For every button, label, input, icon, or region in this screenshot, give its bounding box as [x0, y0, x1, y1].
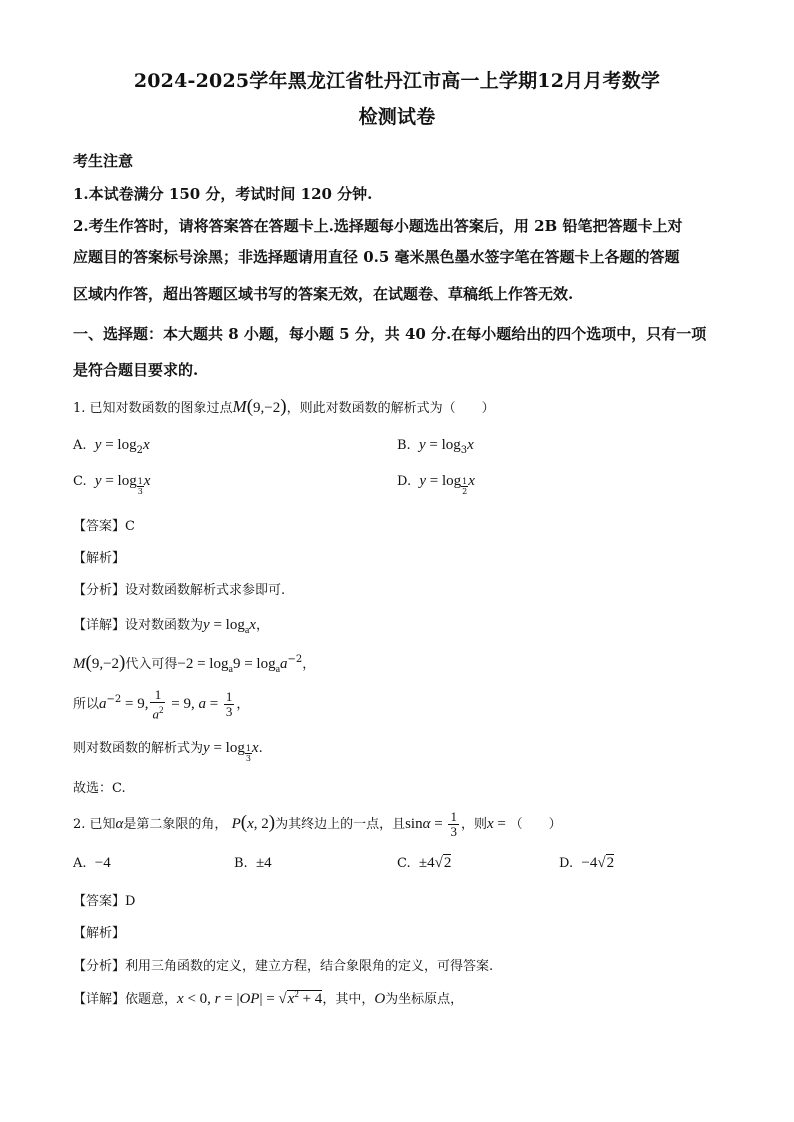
question-2-option-a: A. −4	[73, 855, 111, 871]
section-heading-line2: 是符合题目要求的.	[73, 361, 199, 379]
question-1-option-b: B. $y = \log_3x$	[397, 437, 474, 456]
question-2-analysis-tag: 【解析】	[73, 926, 126, 941]
question-1-option-a: A. $y = \log_2x$	[73, 437, 150, 456]
doc-title-line1: 2024-2025学年黑龙江省牡丹江市高一上学期12月月考数学	[133, 70, 661, 92]
question-2-option-d: D. −4√2	[559, 855, 615, 871]
question-1-detail-4: 则对数函数的解析式为y = log $\frac{1}{3}$ x.	[73, 740, 263, 763]
notice-item-1: 1.本试卷满分 150 分，考试时间 120 分钟.	[73, 185, 373, 203]
notice-item-2-line2: 应题目的答案标号涂黑；非选择题请用直径 0.5 毫米黑色墨水签字笔在答题卡上各题的答题	[73, 248, 680, 266]
question-1-answer: 【答案】C	[73, 519, 135, 534]
question-2-answer: 【答案】D	[73, 894, 136, 909]
section-heading-line1: 一、选择题：本大题共 8 小题，每小题 5 分，共 40 分.在每小题给出的四个选项中，只有一项	[73, 325, 707, 343]
question-1-option-d: D. y = log $\frac{1}{2}$ x	[397, 473, 475, 496]
question-1-option-c: C. y = log $\frac{1}{3}$ x	[73, 473, 151, 496]
notice-heading: 考生注意	[73, 152, 134, 170]
question-2-option-b: B. ±4	[234, 855, 272, 871]
question-2-detail-1: 【详解】依题意，x < 0, $r = |OP| = √x^2 + 4$，其中，O为坐标原点，	[73, 989, 464, 1007]
question-2-stem: 2. 已知α是第二象限的角， P(x, 2)为其终边上的一点，且sinα = $\frac{1}{3}$ ，则x = （ ）	[73, 809, 562, 839]
question-1-detail-2: M(9,−2)代入可得$-2 = \log_a9 = \log_aa^{-2}$，	[73, 652, 316, 675]
question-2-fenxi: 【分析】利用三角函数的定义，建立方程，结合象限角的定义，可得答案.	[73, 959, 494, 974]
notice-item-2-line1: 2.考生作答时，请将答案答在答题卡上.选择题每小题选出答案后，用 2B 铅笔把答题卡上对	[73, 217, 683, 235]
question-2-option-c: C. ±4√2	[397, 855, 452, 871]
notice-item-2-line3: 区域内作答，超出答题区域书写的答案无效，在试题卷、草稿纸上作答无效.	[73, 285, 574, 303]
question-1-fenxi: 【分析】设对数函数解析式求参即可.	[73, 583, 286, 598]
doc-title-line2: 检测试卷	[358, 106, 436, 128]
question-1-analysis-tag: 【解析】	[73, 551, 126, 566]
question-1-detail-3: 所以$a^{-2} = 9$, $\frac{1}{a^2}$ = 9, a = $\frac{1}{3}$ ，	[73, 687, 250, 722]
question-1-detail-1: 【详解】设对数函数为$y = \log_ax$，	[73, 617, 269, 636]
question-1-stem: 1. 已知对数函数的图象过点M(9,−2)，则此对数函数的解析式为（ ）	[73, 396, 495, 417]
question-1-choose: 故选：C.	[73, 781, 126, 796]
